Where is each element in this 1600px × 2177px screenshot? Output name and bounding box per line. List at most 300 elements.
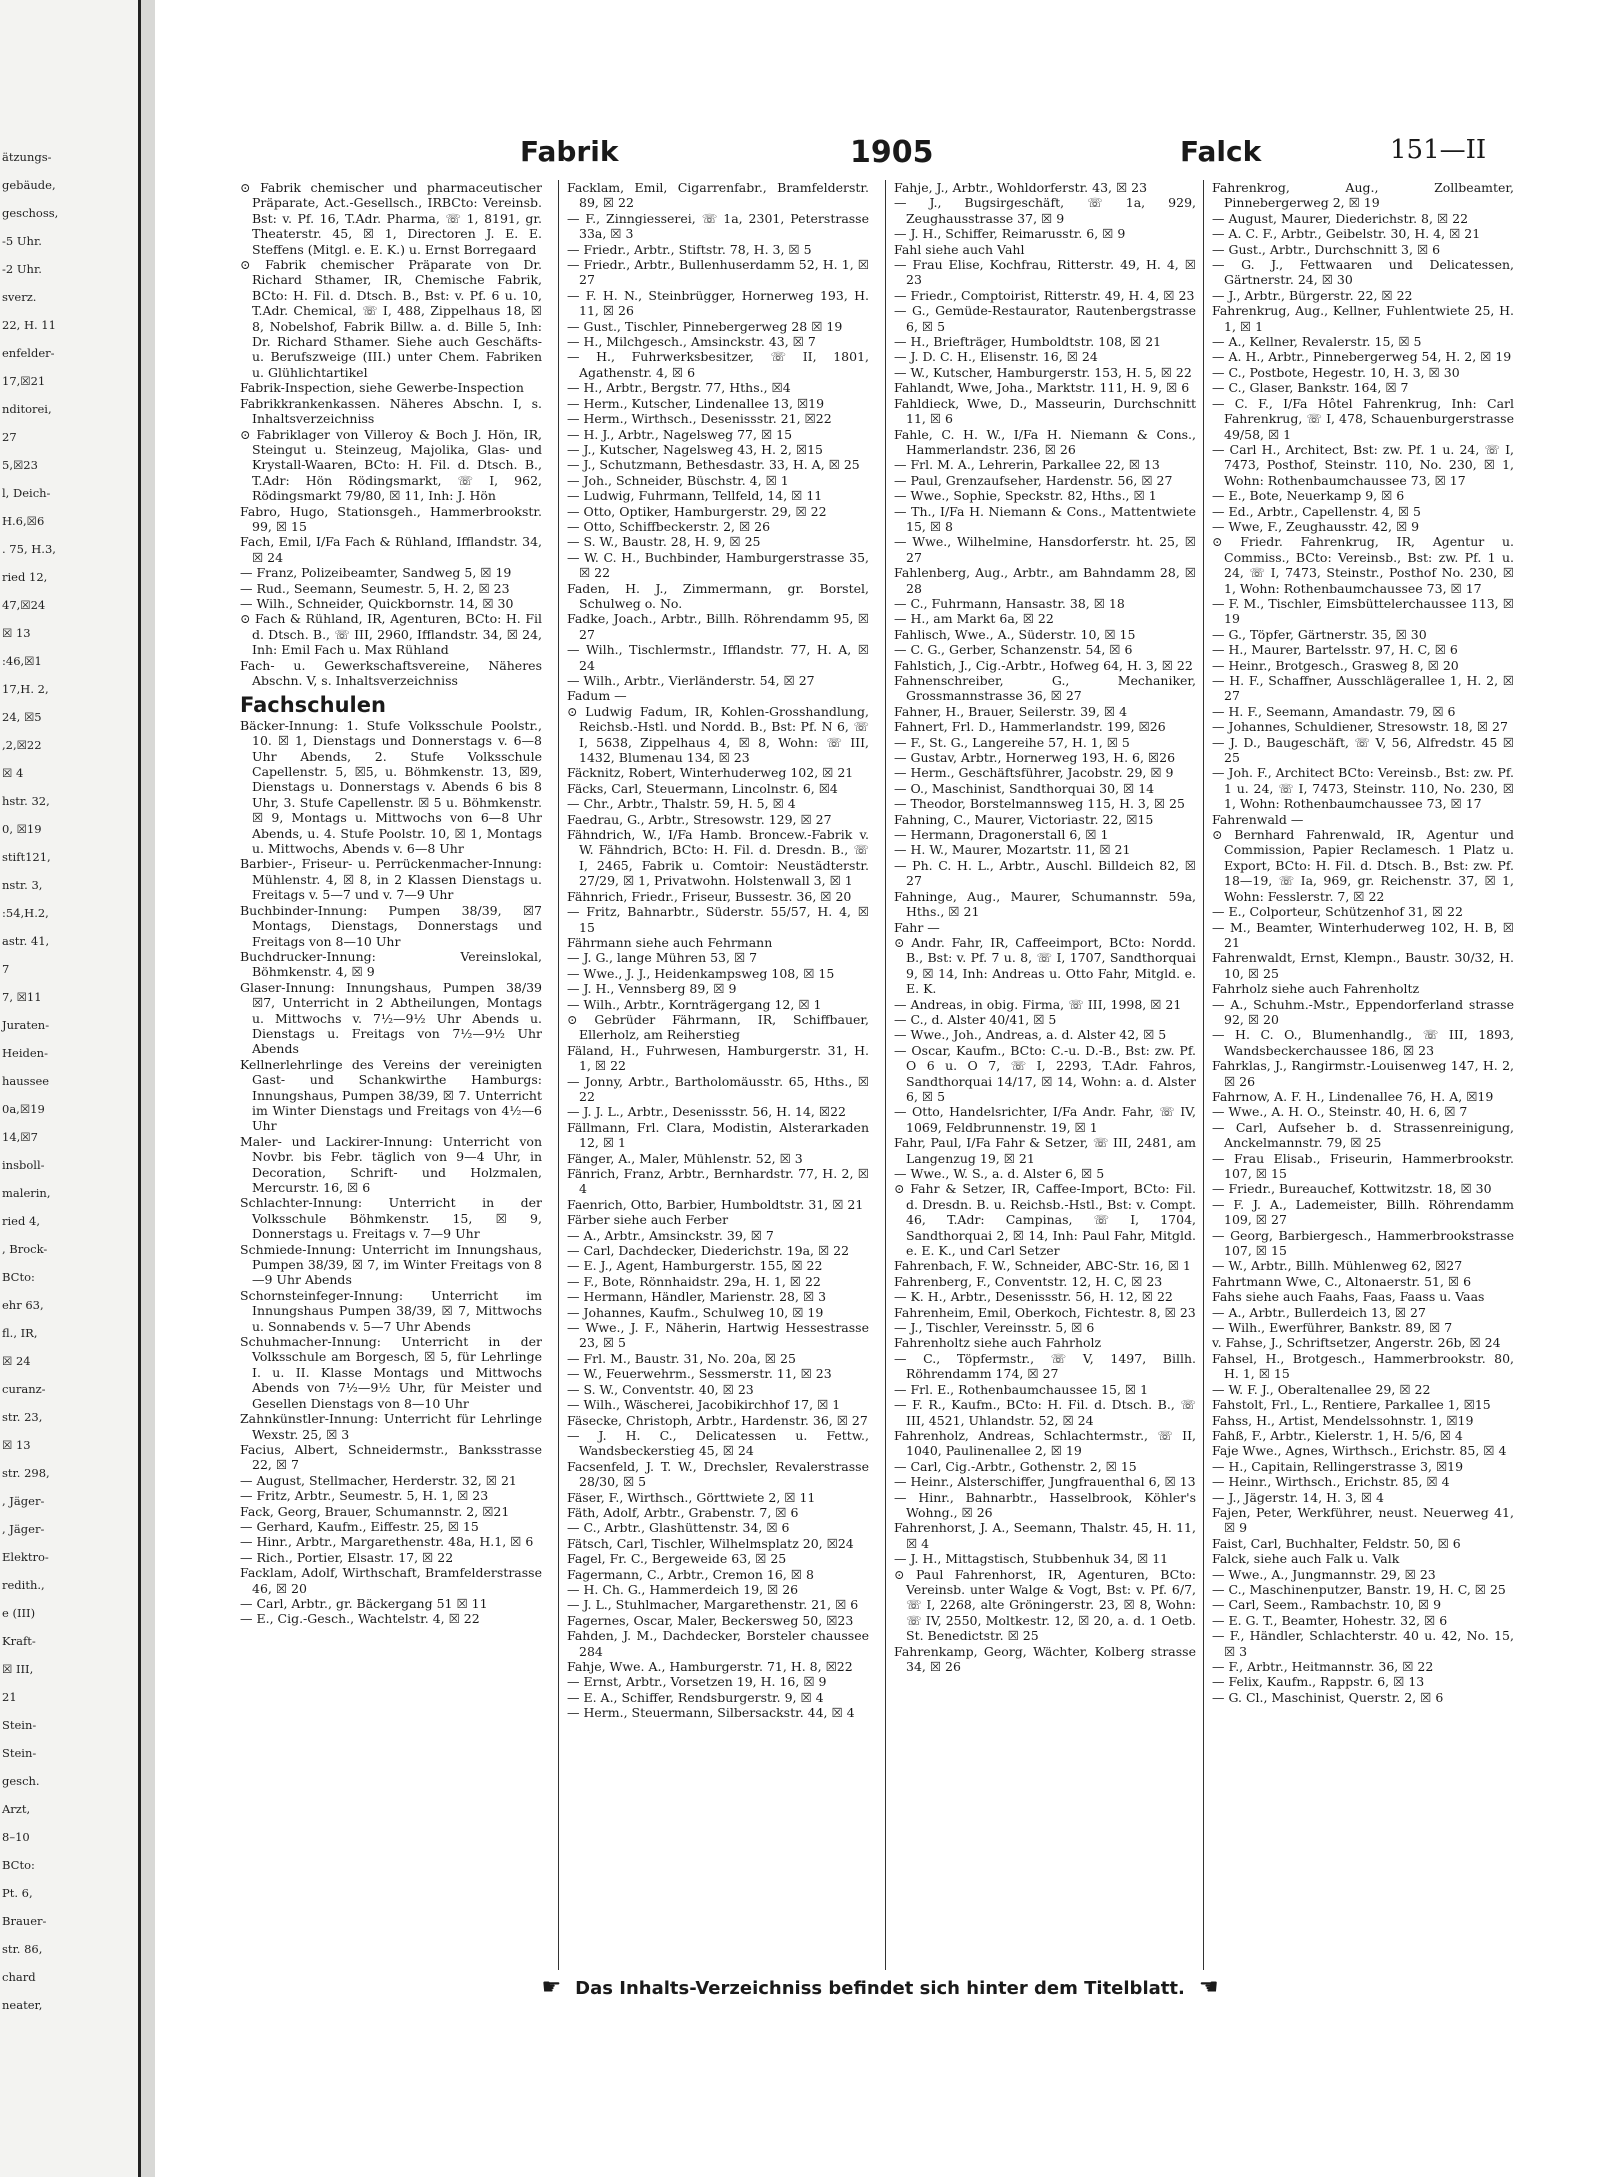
- directory-entry: Fahrholz siehe auch Fahrenholtz: [1212, 981, 1420, 997]
- section-heading: Fachschulen: [240, 693, 386, 718]
- directory-entry: — Frl. M., Baustr. 31, No. 20a, ☒ 25: [567, 1350, 796, 1366]
- directory-entry: Fahnert, Frl. D., Hammerlandstr. 199, ☒26: [894, 719, 1166, 735]
- directory-entry: — Herm., Wirthsch., Desenissstr. 21, ☒22: [567, 411, 832, 427]
- previous-page-fragment: 0, ☒19: [2, 822, 42, 836]
- directory-entry: Fähnrich, Friedr., Friseur, Bussestr. 36, ☒ 20: [567, 888, 852, 904]
- previous-page-fragment: neater,: [2, 1998, 43, 2012]
- book-gutter: [141, 0, 155, 2177]
- directory-entry: Buchdrucker-Innung: Vereinslokal, Böhmkenstr. 4, ☒ 9: [240, 948, 542, 980]
- directory-entry: Fabro, Hugo, Stationsgeh., Hammerbrookstr. 99, ☒ 15: [240, 503, 542, 534]
- column-1: [240, 180, 542, 1970]
- previous-page-fragment: Brauer-: [2, 1914, 47, 1928]
- directory-entry: Fach, Emil, I/Fa Fach & Rühland, Ifflandstr. 34, ☒ 24: [240, 534, 542, 565]
- directory-entry: — Wilh., Tischlermstr., Ifflandstr. 77, H. A, ☒ 24: [567, 642, 869, 673]
- directory-entry: ⊙ Gebrüder Fährmann, IR, Schiffbauer, Ellerholz, am Reiherstieg: [567, 1011, 869, 1043]
- directory-entry: — Wwe., J. F., Näherin, Hartwig Hessestrasse 23, ☒ 5: [567, 1320, 869, 1351]
- previous-page-fragment: nstr. 3,: [2, 878, 43, 892]
- previous-page-fragment: enfelder-: [2, 346, 55, 360]
- directory-entry: Fabrik-Inspection, siehe Gewerbe-Inspection: [240, 380, 524, 396]
- directory-entry: Schuhmacher-Innung: Unterricht in der Volksschule am Borgesch, ☒ 5, für Lehrlinge I. u. II. Klasse Montags und Mittwochs Abends von 7½—9½ Uhr, für Meister und Gesellen Dienstags von 8—10 Uhr: [240, 1334, 542, 1411]
- previous-page-fragment: , Brock-: [2, 1242, 48, 1256]
- directory-entry: — Carl, Dachdecker, Diederichstr. 19a, ☒ 22: [567, 1243, 850, 1259]
- directory-entry: Fahr, Paul, I/Fa Fahr & Setzer, ☏ III, 2481, am Langenzug 19, ☒ 21: [894, 1135, 1196, 1166]
- previous-page-fragment: ☒ 24: [2, 1354, 31, 1368]
- previous-page-fragment: insboll-: [2, 1158, 45, 1172]
- footer-note: [240, 1975, 1520, 2000]
- pointing-hand-icon: ☛: [541, 1975, 562, 2000]
- previous-page-fragment: hstr. 32,: [2, 794, 50, 808]
- directory-entry: — Friedr., Comptoirist, Ritterstr. 49, H. 4, ☒ 23: [894, 287, 1195, 303]
- directory-entry: — Otto, Handelsrichter, I/Fa Andr. Fahr, ☏ IV, 1069, Feldbrunnenstr. 19, ☒ 1: [894, 1104, 1196, 1135]
- previous-page-fragment: Stein-: [2, 1718, 37, 1732]
- directory-entry: — A., Arbtr., Bullerdeich 13, ☒ 27: [1212, 1304, 1426, 1320]
- directory-entry: Fahrenhorst, J. A., Seemann, Thalstr. 45, H. 11, ☒ 4: [894, 1520, 1196, 1551]
- directory-entry: — Johannes, Schuldiener, Stresowstr. 18, ☒ 27: [1212, 719, 1508, 735]
- directory-entry: — J., Bugsirgeschäft, ☏ 1a, 929, Zeughausstrasse 37, ☒ 9: [894, 195, 1196, 226]
- directory-entry: — J., Schutzmann, Bethesdastr. 33, H. A, ☒ 25: [567, 457, 860, 473]
- directory-entry: — Otto, Schiffbeckerstr. 2, ☒ 26: [567, 518, 771, 534]
- directory-entry: ⊙ Fahr & Setzer, IR, Caffee-Import, BCto: Fil. d. Dresdn. B. u. Reichsb.-Hstl., Bst: v. Compt. 46, T.Adr: Campinas, ☏ I, 1704, Sandthorquai 2, ☒ 14, Inh: Paul Fahr, Mitgld. e. E. K., und Carl Setzer: [894, 1181, 1196, 1259]
- directory-entry: — Franz, Polizeibeamter, Sandweg 5, ☒ 19: [240, 565, 512, 581]
- previous-page-fragment: , Jäger-: [2, 1522, 45, 1536]
- previous-page-fragment: 0a,☒19: [2, 1102, 45, 1116]
- directory-entry: Fahrklas, J., Rangirmstr.-Louisenweg 147, H. 2, ☒ 26: [1212, 1058, 1514, 1089]
- directory-entry: Fahrenholtz siehe auch Fahrholz: [894, 1335, 1102, 1351]
- directory-entry: Fahr —: [894, 919, 940, 935]
- previous-page-fragment: BCto:: [2, 1858, 35, 1872]
- previous-page-fragment: Stein-: [2, 1746, 37, 1760]
- directory-entry: — F., Händler, Schlachterstr. 40 u. 42, No. 15, ☒ 3: [1212, 1628, 1514, 1659]
- footer-text: Das Inhalts-Verzeichniss befindet sich hinter dem Titelblatt.: [575, 1978, 1185, 1999]
- directory-entry: Fahlisch, Wwe., A., Süderstr. 10, ☒ 15: [894, 626, 1136, 642]
- directory-entry: — Wilh., Wäscherei, Jacobikirchhof 17, ☒ 1: [567, 1397, 841, 1413]
- directory-entry: Faje Wwe., Agnes, Wirthsch., Erichstr. 85, ☒ 4: [1212, 1443, 1507, 1459]
- directory-entry: Schornsteinfeger-Innung: Unterricht im Innungshaus Pumpen 38/39, ☒ 7, Mittwochs u. Sonnabends v. 5—7 Uhr Abends: [240, 1287, 542, 1334]
- previous-page-fragment: 24, ☒5: [2, 710, 42, 724]
- previous-page-fragment: ☒ III,: [2, 1662, 34, 1676]
- directory-entry: — J., Kutscher, Nagelsweg 43, H. 2, ☒15: [567, 441, 823, 457]
- directory-page: [240, 115, 1520, 2005]
- page-header: [240, 115, 1520, 175]
- directory-entry: — A., Arbtr., Amsinckstr. 39, ☒ 7: [567, 1227, 774, 1243]
- directory-entry: — Wwe., W. S., a. d. Alster 6, ☒ 5: [894, 1166, 1105, 1181]
- directory-entry: — Wilh., Arbtr., Vierländerstr. 54, ☒ 27: [567, 673, 815, 688]
- directory-entry: — C., Arbtr., Glashüttenstr. 34, ☒ 6: [567, 1520, 790, 1536]
- pointing-hand-icon: ☚: [1198, 1975, 1219, 2000]
- directory-entry: — A., Kellner, Revalerstr. 15, ☒ 5: [1212, 334, 1422, 350]
- directory-entry: ⊙ Paul Fahrenhorst, IR, Agenturen, BCto: Vereinsb. unter Walge & Vogt, Bst: v. Pf. 6/7, ☏ I, 2268, alte Gröningerstr. 23, ☒ 8, Wohn: ☏ IV, 2550, Moltkestr. 12, ☒ 20, a. d. 1 Oetb. St. Benedictstr. ☒ 25: [894, 1566, 1196, 1644]
- directory-entry: Faenrich, Otto, Barbier, Humboldtstr. 31, ☒ 21: [567, 1196, 864, 1212]
- directory-entry: Fäcknitz, Robert, Winterhuderweg 102, ☒ 21: [567, 765, 854, 781]
- directory-entry: — C. F., I/Fa Hôtel Fahrenkrug, Inh: Carl Fahrenkrug, ☏ I, 478, Schauenburgerstrasse 49/58, ☒ 1: [1212, 395, 1514, 442]
- previous-page-fragment: 8–10: [2, 1830, 30, 1844]
- directory-entry: Fahsel, H., Brotgesch., Hammerbrookstr. 80, H. 1, ☒ 15: [1212, 1350, 1514, 1382]
- directory-entry: Fänger, A., Maler, Mühlenstr. 52, ☒ 3: [567, 1150, 803, 1166]
- directory-entry: Fahrenholz, Andreas, Schlachtermstr., ☏ II, 1040, Paulinenallee 2, ☒ 19: [894, 1427, 1196, 1459]
- directory-entry: Faist, Carl, Buchhalter, Feldstr. 50, ☒ 6: [1212, 1535, 1461, 1551]
- directory-entry: — H., Briefträger, Humboldtstr. 108, ☒ 21: [894, 334, 1162, 350]
- directory-entry: — H. W., Maurer, Mozartstr. 11, ☒ 21: [894, 842, 1131, 858]
- directory-entry: — Chr., Arbtr., Thalstr. 59, H. 5, ☒ 4: [567, 796, 796, 812]
- previous-page-fragment: -5 Uhr.: [2, 234, 42, 248]
- directory-entry: Facklam, Emil, Cigarrenfabr., Bramfelderstr. 89, ☒ 22: [567, 180, 869, 211]
- previous-page-fragment: 17,☒21: [2, 374, 46, 388]
- previous-page-fragment: 22, H. 11: [2, 318, 56, 332]
- directory-entry: Fahrtmann Wwe, C., Altonaerstr. 51, ☒ 6: [1212, 1273, 1472, 1289]
- directory-entry: — S. W., Baustr. 28, H. 9, ☒ 25: [567, 534, 761, 550]
- directory-entry: Fagernes, Oscar, Maler, Beckersweg 50, ☒23: [567, 1612, 854, 1628]
- directory-entry: — Paul, Grenzaufseher, Hardenstr. 56, ☒ 27: [894, 472, 1173, 488]
- directory-entry: — H., am Markt 6a, ☒ 22: [894, 611, 1054, 627]
- column-divider: [558, 180, 559, 1970]
- directory-entry: Buchbinder-Innung: Pumpen 38/39, ☒7 Montags, Dienstags, Donnerstags und Freitags von 8—10 Uhr: [240, 902, 542, 949]
- directory-entry: — J., Jägerstr. 14, H. 3, ☒ 4: [1212, 1489, 1384, 1505]
- directory-entry: — E. J., Agent, Hamburgerstr. 155, ☒ 22: [567, 1258, 823, 1274]
- directory-entry: — Frl. M. A., Lehrerin, Parkallee 22, ☒ 13: [894, 457, 1160, 473]
- directory-entry: — Wwe., J. J., Heidenkampsweg 108, ☒ 15: [567, 965, 835, 981]
- directory-entry: — Carl, Aufseher b. d. Strassenreinigung, Anckelmannstr. 79, ☒ 25: [1212, 1119, 1514, 1151]
- directory-entry: — H., Milchgesch., Amsinckstr. 43, ☒ 7: [567, 334, 816, 350]
- directory-entry: — G., Töpfer, Gärtnerstr. 35, ☒ 30: [1212, 626, 1427, 642]
- directory-entry: — W., Kutscher, Hamburgerstr. 153, H. 5, ☒ 22: [894, 364, 1192, 380]
- directory-entry: Fäth, Adolf, Arbtr., Grabenstr. 7, ☒ 6: [567, 1504, 799, 1520]
- previous-page-fragment: astr. 41,: [2, 934, 50, 948]
- directory-entry: Fahrenkamp, Georg, Wächter, Kolberg strasse 34, ☒ 26: [894, 1643, 1196, 1674]
- directory-entry: Faedrau, G., Arbtr., Stresowstr. 129, ☒ 27: [567, 811, 832, 827]
- previous-page-fragment: Arzt,: [2, 1802, 31, 1816]
- directory-entry: — F., Bote, Rönnhaidstr. 29a, H. 1, ☒ 22: [567, 1273, 821, 1289]
- directory-entry: — H., Capitain, Rellingerstrasse 3, ☒19: [1212, 1458, 1464, 1474]
- directory-entry: Fahrenwald —: [1212, 811, 1304, 827]
- directory-entry: — Frau Elise, Kochfrau, Ritterstr. 49, H. 4, ☒ 23: [894, 257, 1196, 288]
- directory-entry: — Felix, Kaufm., Rappstr. 6, ☒ 13: [1212, 1674, 1425, 1690]
- previous-page-fragment: -2 Uhr.: [2, 262, 42, 276]
- previous-page-fragment: chard: [2, 1970, 36, 1984]
- previous-page-fragment: Pt. 6,: [2, 1886, 33, 1900]
- directory-entry: — J. L., Stuhlmacher, Margarethenstr. 21, ☒ 6: [567, 1597, 859, 1613]
- directory-entry: — H. F., Seemann, Amandastr. 79, ☒ 6: [1212, 703, 1456, 719]
- header-right-word: Falck: [1180, 135, 1262, 168]
- directory-entry: — Wwe., Joh., Andreas, a. d. Alster 42, ☒ 5: [894, 1027, 1167, 1043]
- directory-entry: Bäcker-Innung: 1. Stufe Volksschule Poolstr., 10. ☒ 1, Dienstags und Donnerstags v. 6—8 Uhr Abends, 2. Stufe Volksschule Capellenstr. 5, ☒5, u. Böhmkenstr. 13, ☒9, Dienstags u. Donnerstags v. Abends 6 bis 8 Uhr, 3. Stufe Capellenstr. ☒ 5 u. Böhmkenstr. ☒ 9, Montags u. Mittwochs von 6—8 Uhr Abends, u. 4. Stufe Poolstr. 10, ☒ 1, Montags u. Mittwochs, Abends v. 6—8 Uhr: [240, 717, 542, 857]
- directory-entry: Fach- u. Gewerkschaftsvereine, Näheres Abschn. V, s. Inhaltsverzeichniss: [240, 657, 542, 688]
- directory-entry: — W. F. J., Oberaltenallee 29, ☒ 22: [1212, 1381, 1431, 1397]
- directory-entry: Fahl siehe auch Vahl: [894, 241, 1025, 257]
- directory-entry: — Herm., Steuermann, Silbersackstr. 44, ☒ 4: [567, 1705, 855, 1721]
- directory-entry: Fäsecke, Christoph, Arbtr., Hardenstr. 36, ☒ 27: [567, 1412, 868, 1428]
- directory-entry: — Georg, Barbiergesch., Hammerbrookstrasse 107, ☒ 15: [1212, 1227, 1514, 1259]
- directory-entry: — Th., I/Fa H. Niemann & Cons., Mattentwiete 15, ☒ 8: [894, 503, 1196, 534]
- directory-entry: Schmiede-Innung: Unterricht im Innungshaus, Pumpen 38/39, ☒ 7, im Winter Freitags von 8—9 Uhr Abends: [240, 1241, 542, 1288]
- directory-entry: Fahje, J., Arbtr., Wohldorferstr. 43, ☒ 23: [894, 180, 1148, 195]
- previous-page-fragment: fl., IR,: [2, 1326, 38, 1340]
- header-left-word: Fabrik: [520, 135, 619, 168]
- directory-entry: Fahning, C., Maurer, Victoriastr. 22, ☒15: [894, 811, 1154, 827]
- directory-entry: — H. J., Arbtr., Nagelsweg 77, ☒ 15: [567, 426, 793, 442]
- directory-entry: — M., Beamter, Winterhuderweg 102, H. B, ☒ 21: [1212, 919, 1514, 950]
- directory-entry: ⊙ Fabrik chemischer und pharmaceutischer Präparate, Act.-Gesellsch., IRBCto: Vereinsb. Bst: v. Pf. 16, T.Adr. Pharma, ☏ 1, 8191, gr. Theaterstr. 45, ☒ 1, Directoren J. E. E. Steffens (Mitgl. e. E. K.) u. Ernst Borregaard: [240, 180, 542, 257]
- previous-page-fragment: malerin,: [2, 1186, 51, 1200]
- directory-entry: — Friedr., Bureauchef, Kottwitzstr. 18, ☒ 30: [1212, 1181, 1492, 1197]
- directory-entry: — Fritz, Arbtr., Seumestr. 5, H. 1, ☒ 23: [240, 1488, 489, 1504]
- directory-entry: Fahrenkrug, Aug., Kellner, Fuhlentwiete 25, H. 1, ☒ 1: [1212, 303, 1514, 334]
- directory-entry: Fahrenberg, F., Conventstr. 12, H. C, ☒ 23: [894, 1273, 1163, 1289]
- directory-entry: ⊙ Ludwig Fadum, IR, Kohlen-Grosshandlung, Reichsb.-Hstl. und Nordd. B., Bst: Pf. N 6, ☏ I, 5638, Zippelhaus 4, ☒ 8, Wohn: ☏ III, 1432, Blumenau 134, ☒ 23: [567, 703, 869, 766]
- directory-entry: ⊙ Bernhard Fahrenwald, IR, Agentur und Commission, Papier Reclamesch. 1 Platz u. Export, BCto: H. Fil. d. Dtsch. B., Bst: zw. Pf. 18—19, ☏ Ia, 969, gr. Reichenstr. 37, ☒ 1, Wohn: Fesslerstr. 7, ☒ 22: [1212, 827, 1514, 904]
- directory-entry: — W., Arbtr., Billh. Mühlenweg 62, ☒27: [1212, 1258, 1463, 1274]
- directory-entry: Fahrenheim, Emil, Oberkoch, Fichtestr. 8, ☒ 23: [894, 1304, 1196, 1320]
- directory-entry: — August, Maurer, Diederichstr. 8, ☒ 22: [1212, 210, 1469, 226]
- directory-entry: Fäser, F., Wirthsch., Görttwiete 2, ☒ 11: [567, 1489, 816, 1505]
- directory-entry: — Friedr., Arbtr., Stiftstr. 78, H. 3, ☒ 5: [567, 241, 812, 257]
- directory-entry: Fäcks, Carl, Steuermann, Lincolnstr. 6, ☒4: [567, 780, 838, 796]
- directory-entry: — Wwe., Sophie, Speckstr. 82, Hths., ☒ 1: [894, 488, 1157, 504]
- directory-entry: Fätsch, Carl, Tischler, Wilhelmsplatz 20, ☒24: [567, 1535, 854, 1551]
- directory-entry: — A., Schuhm.-Mstr., Eppendorferland strasse 92, ☒ 20: [1212, 996, 1514, 1027]
- directory-entry: — A. C. F., Arbtr., Geibelstr. 30, H. 4, ☒ 21: [1212, 226, 1481, 242]
- directory-entry: — Heinr., Wirthsch., Erichstr. 85, ☒ 4: [1212, 1474, 1450, 1490]
- directory-entry: — C., Töpfermstr., ☏ V, 1497, Billh. Röhrendamm 174, ☒ 27: [894, 1350, 1196, 1382]
- previous-page-fragment: . 75, H.3,: [2, 542, 56, 556]
- directory-entry: — Theodor, Borstelmannsweg 115, H. 3, ☒ 25: [894, 796, 1185, 812]
- directory-entry: — C., Fuhrmann, Hansastr. 38, ☒ 18: [894, 595, 1125, 611]
- previous-page-fragment: 21: [2, 1690, 17, 1704]
- directory-entry: — F., St. G., Langereihe 57, H. 1, ☒ 5: [894, 734, 1130, 750]
- directory-entry: ⊙ Fabriklager von Villeroy & Boch J. Hön, IR, Steingut u. Steinzeug, Majolika, Glas- und Krystall-Waaren, BCto: H. Fil. d. Dtsch. B., T.Adr: Hön Rödingsmarkt, ☏ I, 962, Rödingsmarkt 79/80, ☒ 11, Inh: J. Hön: [240, 426, 542, 504]
- directory-entry: v. Fahse, J., Schriftsetzer, Angerstr. 26b, ☒ 24: [1212, 1335, 1501, 1351]
- directory-entry: Barbier-, Friseur- u. Perrückenmacher-Innung: Mühlenstr. 4, ☒ 8, in 2 Klassen Dienstags u. Freitags v. 5—7 und v. 7—9 Uhr: [240, 856, 542, 903]
- directory-entry: Fahlstich, J., Cig.-Arbtr., Hofweg 64, H. 3, ☒ 22: [894, 657, 1193, 673]
- previous-page-fragment: ried 4,: [2, 1214, 40, 1228]
- directory-entry: — Gustav, Arbtr., Hornerweg 193, H. 6, ☒26: [894, 750, 1176, 766]
- previous-page-fragment: sverz.: [2, 290, 37, 304]
- directory-entry: — Wwe., A. H. O., Steinstr. 40, H. 6, ☒ 7: [1212, 1104, 1468, 1120]
- directory-entry: Fahß, F., Arbtr., Kielerstr. 1, H. 5/6, ☒ 4: [1212, 1427, 1463, 1443]
- directory-entry: Fahldieck, Wwe, D., Masseurin, Durchschnitt 11, ☒ 6: [894, 395, 1196, 427]
- directory-entry: — G. Cl., Maschinist, Querstr. 2, ☒ 6: [1212, 1689, 1444, 1705]
- directory-entry: Facsenfeld, J. T. W., Drechsler, Revalerstrasse 28/30, ☒ 5: [567, 1458, 869, 1490]
- previous-page-fragment: Juraten-: [2, 1018, 50, 1032]
- directory-entry: Fährmann siehe auch Fehrmann: [567, 934, 773, 950]
- directory-entry: Fadke, Joach., Arbtr., Billh. Röhrendamm 95, ☒ 27: [567, 611, 869, 642]
- directory-entry: — O., Maschinist, Sandthorquai 30, ☒ 14: [894, 780, 1155, 796]
- directory-entry: Fadum —: [567, 688, 627, 704]
- directory-entry: — H., Arbtr., Bergstr. 77, Hths., ☒4: [567, 380, 791, 396]
- directory-entry: — Carl, Arbtr., gr. Bäckergang 51 ☒ 11: [240, 1595, 488, 1611]
- directory-entry: — Jonny, Arbtr., Bartholomäusstr. 65, Hths., ☒ 22: [567, 1073, 869, 1104]
- directory-entry: — J. J. L., Arbtr., Desenissstr. 56, H. 14, ☒22: [567, 1104, 846, 1120]
- directory-entry: — E., Colporteur, Schützenhof 31, ☒ 22: [1212, 904, 1463, 920]
- column-4: [1212, 180, 1514, 1970]
- directory-entry: — J. H., Vennsberg 89, ☒ 9: [567, 981, 737, 997]
- previous-page-fragment: gebäude,: [2, 178, 56, 192]
- directory-entry: Fahle, C. H. W., I/Fa H. Niemann & Cons., Hammerlandstr. 236, ☒ 26: [894, 426, 1196, 457]
- previous-page-fragment: 7, ☒11: [2, 990, 42, 1004]
- directory-entry: — Wwe., Wilhelmine, Hansdorferstr. ht. 25, ☒ 27: [894, 534, 1196, 565]
- previous-page-fragment: 7: [2, 962, 10, 976]
- directory-entry: Färber siehe auch Ferber: [567, 1212, 729, 1228]
- directory-entry: — E., Cig.-Gesch., Wachtelstr. 4, ☒ 22: [240, 1611, 480, 1627]
- directory-entry: Fäland, H., Fuhrwesen, Hamburgerstr. 31, H. 1, ☒ 22: [567, 1042, 869, 1074]
- directory-entry: — C. G., Gerber, Schanzenstr. 54, ☒ 6: [894, 642, 1133, 658]
- directory-entry: Fahnenschreiber, G., Mechaniker, Grossmannstrasse 36, ☒ 27: [894, 673, 1196, 704]
- previous-page-fragment: ☒ 13: [2, 1438, 31, 1452]
- directory-entry: — W., Feuerwehrm., Sessmerstr. 11, ☒ 23: [567, 1366, 832, 1382]
- previous-page-fragment: ☒ 13: [2, 626, 31, 640]
- directory-entry: — Heinr., Alsterschiffer, Jungfrauenthal 6, ☒ 13: [894, 1474, 1196, 1490]
- directory-entry: — E., Bote, Neuerkamp 9, ☒ 6: [1212, 488, 1405, 504]
- directory-entry: Kellnerlehrlinge des Vereins der vereinigten Gast- und Schankwirthe Hamburgs: Innungshaus, Pumpen 38/39, ☒ 7. Unterricht im Winter Dienstags und Freitags von 4½—6 Uhr: [240, 1056, 542, 1134]
- directory-entry: Fagel, Fr. C., Bergeweide 63, ☒ 25: [567, 1551, 787, 1567]
- directory-entry: — J. H., Schiffer, Reimarusstr. 6, ☒ 9: [894, 226, 1126, 242]
- directory-entry: — Andreas, in obig. Firma, ☏ III, 1998, ☒ 21: [894, 996, 1182, 1012]
- directory-entry: — Rich., Portier, Elsastr. 17, ☒ 22: [240, 1549, 454, 1565]
- directory-entry: — H. C. O., Blumenhandlg., ☏ III, 1893, Wandsbeckerchaussee 186, ☒ 23: [1212, 1027, 1514, 1058]
- directory-entry: — Carl, Seem., Rambachstr. 10, ☒ 9: [1212, 1597, 1442, 1613]
- previous-page-fragment: nditorei,: [2, 402, 52, 416]
- directory-entry: Fahrenwaldt, Ernst, Klempn., Baustr. 30/32, H. 10, ☒ 25: [1212, 950, 1514, 981]
- previous-page-fragment: :46,☒1: [2, 654, 42, 668]
- directory-entry: — H., Fuhrwerksbesitzer, ☏ II, 1801, Agathenstr. 4, ☒ 6: [567, 349, 869, 380]
- previous-page-fragment: Kraft-: [2, 1634, 36, 1648]
- previous-page-fragment: 14,☒7: [2, 1130, 38, 1144]
- previous-page-fragment: BCto:: [2, 1270, 35, 1284]
- directory-entry: — Friedr., Arbtr., Bullenhuserdamm 52, H. 1, ☒ 27: [567, 257, 869, 288]
- previous-page-fragment: str. 298,: [2, 1466, 50, 1480]
- directory-entry: — Oscar, Kaufm., BCto: C.-u. D.-B., Bst: zw. Pf. O 6 u. O 7, ☏ I, 2293, T.Adr. Fahros, Sandthorquai 14/17, ☒ 14, Wohn: a. d. Alster 6, ☒ 5: [894, 1042, 1196, 1104]
- directory-entry: Facklam, Adolf, Wirthschaft, Bramfelderstrasse 46, ☒ 20: [240, 1565, 542, 1596]
- directory-entry: Fabrikkrankenkassen. Näheres Abschn. I, s. Inhaltsverzeichniss: [240, 395, 542, 427]
- directory-entry: — Joh. F., Architect BCto: Vereinsb., Bst: zw. Pf. 1 u. 24, ☏ I, 7473, Steinstr. 110, No. 230, ☒ 1, Wohn: Rothenbaumchaussee 73, ☒ 17: [1212, 765, 1514, 812]
- directory-entry: — F. M., Tischler, Eimsbüttelerchaussee 113, ☒ 19: [1212, 595, 1514, 627]
- column-2: [567, 180, 869, 1970]
- directory-entry: — Ludwig, Fuhrmann, Tellfeld, 14, ☒ 11: [567, 488, 823, 504]
- directory-entry: Fällmann, Frl. Clara, Modistin, Alsterarkaden 12, ☒ 1: [567, 1119, 869, 1151]
- directory-entry: — F., Arbtr., Heitmannstr. 36, ☒ 22: [1212, 1659, 1434, 1674]
- directory-entry: ⊙ Andr. Fahr, IR, Caffeeimport, BCto: Nordd. B., Bst: v. Pf. 7 u. 8, ☏ I, 1707, Sandthorquai 9, ☒ 14, Inh: Andreas u. Otto Fahr, Mitgld. e. E. K.: [894, 934, 1196, 997]
- column-divider: [885, 180, 886, 1970]
- directory-entry: ⊙ Fach & Rühland, IR, Agenturen, BCto: H. Fil d. Dtsch. B., ☏ III, 2960, Ifflandstr. 34, ☒ 24, Inh: Emil Fach u. Max Rühland: [240, 611, 542, 658]
- previous-page-fragment: ☒ 4: [2, 766, 24, 780]
- page-number: 151—II: [1390, 135, 1487, 165]
- previous-page-fragment: 27: [2, 430, 17, 444]
- previous-page-fragment: stift121,: [2, 850, 51, 864]
- directory-entry: Zahnkünstler-Innung: Unterricht für Lehrlinge Wexstr. 25, ☒ 3: [240, 1411, 542, 1442]
- directory-entry: Fahs siehe auch Faahs, Faas, Faass u. Vaas: [1212, 1289, 1485, 1305]
- directory-entry: Maler- und Lackirer-Innung: Unterricht von Novbr. bis Febr. täglich von 9—4 Uhr, in Decoration, Schrift- und Holzmalen, Mercurstr. 16, ☒ 6: [240, 1133, 542, 1195]
- directory-entry: Fahstolt, Frl., L., Rentiere, Parkallee 1, ☒15: [1212, 1397, 1491, 1413]
- directory-entry: Fajen, Peter, Werkführer, neust. Neuerweg 41, ☒ 9: [1212, 1504, 1514, 1536]
- previous-page-fragment: curanz-: [2, 1382, 46, 1396]
- directory-entry: — A. H., Arbtr., Pinnebergerweg 54, H. 2, ☒ 19: [1212, 349, 1512, 365]
- directory-entry: — Heinr., Brotgesch., Grasweg 8, ☒ 20: [1212, 657, 1459, 673]
- previous-page-fragment: redith.,: [2, 1578, 45, 1592]
- directory-entry: — Carl H., Architect, Bst: zw. Pf. 1 u. 24, ☏ I, 7473, Posthof, Steinstr. 110, No. 230, ☒ 1, Wohn: Rothenbaumchaussee 73, ☒ 17: [1212, 441, 1514, 488]
- directory-entry: — Hinr., Bahnarbtr., Hasselbrook, Köhler's Wohng., ☒ 26: [894, 1489, 1196, 1520]
- directory-entry: Fahner, H., Brauer, Seilerstr. 39, ☒ 4: [894, 703, 1128, 719]
- directory-entry: — C., Postbote, Hegestr. 10, H. 3, ☒ 30: [1212, 364, 1460, 380]
- previous-page-fragment: Heiden-: [2, 1046, 48, 1060]
- previous-page-fragment: 17,H. 2,: [2, 682, 49, 696]
- directory-entry: — F. H. N., Steinbrügger, Hornerweg 193, H. 11, ☒ 26: [567, 287, 869, 319]
- directory-entry: — Ph. C. H. L., Arbtr., Auschl. Billdeich 82, ☒ 27: [894, 857, 1196, 889]
- directory-entry: ⊙ Friedr. Fahrenkrug, IR, Agentur u. Commiss., BCto: Vereinsb., Bst: zw. Pf. 1 u. 24, ☏ I, 7473, Steinstr., Posthof No. 230, ☒ 1, Wohn: Rothenbaumchaussee 73, ☒ 17: [1212, 534, 1514, 596]
- previous-page-fragment: 47,☒24: [2, 598, 46, 612]
- previous-page-fragment: ätzungs-: [2, 150, 52, 164]
- directory-entry: Fack, Georg, Brauer, Schumannstr. 2, ☒21: [240, 1503, 510, 1519]
- directory-entry: Fahje, Wwe. A., Hamburgerstr. 71, H. 8, ☒22: [567, 1659, 853, 1674]
- directory-entry: Fahninge, Aug., Maurer, Schumannstr. 59a, Hths., ☒ 21: [894, 888, 1196, 920]
- directory-entry: Fahlenberg, Aug., Arbtr., am Bahndamm 28, ☒ 28: [894, 565, 1196, 596]
- previous-page-fragment: str. 86,: [2, 1942, 43, 1956]
- directory-entry: Glaser-Innung: Innungshaus, Pumpen 38/39 ☒7, Unterricht in 2 Abtheilungen, Montags u. Mittwochs v. 7½—9½ Uhr Abends u. Dienstags u. Freitags von 7½—9½ Uhr Abends: [240, 979, 542, 1057]
- directory-entry: Fahlandt, Wwe, Joha., Marktstr. 111, H. 9, ☒ 6: [894, 380, 1190, 396]
- previous-page-fragment: ehr 63,: [2, 1298, 44, 1312]
- directory-entry: — J. D., Baugeschäft, ☏ V, 56, Alfredstr. 45 ☒ 25: [1212, 734, 1514, 766]
- directory-entry: — Ernst, Arbtr., Vorsetzen 19, H. 16, ☒ 9: [567, 1674, 827, 1690]
- directory-entry: — J., Tischler, Vereinsstr. 5, ☒ 6: [894, 1320, 1095, 1336]
- directory-entry: — Frau Elisab., Friseurin, Hammerbrookstr. 107, ☒ 15: [1212, 1150, 1514, 1181]
- previous-page-fragment: H.6,☒6: [2, 514, 45, 528]
- directory-entry: — G., Gemüde-Restaurator, Rautenbergstrasse 6, ☒ 5: [894, 303, 1196, 334]
- directory-entry: — C., Glaser, Bankstr. 164, ☒ 7: [1212, 380, 1409, 396]
- directory-entry: — H. F., Schaffner, Ausschlägerallee 1, H. 2, ☒ 27: [1212, 673, 1514, 704]
- directory-entry: — Gust., Tischler, Pinnebergerweg 28 ☒ 19: [567, 318, 843, 334]
- directory-entry: — Wilh., Schneider, Quickbornstr. 14, ☒ 30: [240, 595, 514, 611]
- directory-entry: — Wwe., A., Jungmannstr. 29, ☒ 23: [1212, 1566, 1436, 1582]
- directory-entry: — Otto, Optiker, Hamburgerstr. 29, ☒ 22: [567, 503, 827, 519]
- directory-entry: — H. Ch. G., Hammerdeich 19, ☒ 26: [567, 1581, 799, 1597]
- directory-entry: — August, Stellmacher, Herderstr. 32, ☒ 21: [240, 1472, 517, 1488]
- directory-entry: — Rud., Seemann, Seumestr. 5, H. 2, ☒ 23: [240, 580, 510, 596]
- previous-page-fragment: Elektro-: [2, 1550, 49, 1564]
- directory-entry: — Joh., Schneider, Büschstr. 4, ☒ 1: [567, 472, 789, 488]
- directory-entry: — E. G. T., Beamter, Hohestr. 32, ☒ 6: [1212, 1612, 1448, 1628]
- directory-entry: — S. W., Conventstr. 40, ☒ 23: [567, 1381, 754, 1397]
- previous-page-fragment: l, Deich-: [2, 486, 51, 500]
- directory-entry: — Wilh., Arbtr., Kornträgergang 12, ☒ 1: [567, 996, 822, 1012]
- column-divider: [1203, 180, 1204, 1970]
- directory-entry: — F., Zinngiesserei, ☏ 1a, 2301, Peterstrasse 33a, ☒ 3: [567, 210, 869, 242]
- directory-entry: — Hinr., Arbtr., Margarethenstr. 48a, H.1, ☒ 6: [240, 1534, 534, 1550]
- previous-page-fragment: gesch.: [2, 1774, 40, 1788]
- directory-entry: Falck, siehe auch Falk u. Valk: [1212, 1551, 1400, 1567]
- directory-entry: — J. H., Mittagstisch, Stubbenhuk 34, ☒ 11: [894, 1551, 1169, 1567]
- previous-page-fragment: geschoss,: [2, 206, 59, 220]
- directory-entry: Fahss, H., Artist, Mendelssohnstr. 1, ☒19: [1212, 1412, 1474, 1428]
- directory-entry: — J. H. C., Delicatessen u. Fettw., Wandsbeckerstieg 45, ☒ 24: [567, 1427, 869, 1459]
- column-3: [894, 180, 1196, 1970]
- directory-entry: Fahrenkrog, Aug., Zollbeamter, Pinnebergerweg 2, ☒ 19: [1212, 180, 1514, 211]
- directory-entry: — Carl, Cig.-Arbtr., Gothenstr. 2, ☒ 15: [894, 1458, 1137, 1474]
- header-year: 1905: [850, 135, 934, 170]
- previous-page-strip: [0, 0, 141, 2177]
- directory-entry: Fahrenbach, F. W., Schneider, ABC-Str. 16, ☒ 1: [894, 1258, 1191, 1274]
- directory-entry: Fahden, J. M., Dachdecker, Borsteler chaussee 284: [567, 1628, 869, 1659]
- directory-entry: — F. R., Kaufm., BCto: H. Fil. d. Dtsch. B., ☏ III, 4521, Uhlandstr. 52, ☒ 24: [894, 1397, 1196, 1428]
- directory-entry: Schlachter-Innung: Unterricht in der Volksschule Böhmkenstr. 15, ☒ 9, Donnerstags u. Freitags v. 7—9 Uhr: [240, 1195, 542, 1242]
- directory-entry: — J., Arbtr., Bürgerstr. 22, ☒ 22: [1212, 287, 1413, 303]
- directory-entry: — H., Maurer, Bartelsstr. 97, H. C, ☒ 6: [1212, 642, 1458, 658]
- directory-entry: — Hermann, Händler, Marienstr. 28, ☒ 3: [567, 1289, 827, 1305]
- directory-entry: — Fritz, Bahnarbtr., Süderstr. 55/57, H. 4, ☒ 15: [567, 904, 869, 935]
- directory-entry: — G. J., Fettwaaren und Delicatessen, Gärtnerstr. 24, ☒ 30: [1212, 257, 1514, 288]
- directory-entry: — Wilh., Ewerführer, Bankstr. 89, ☒ 7: [1212, 1320, 1453, 1336]
- directory-entry: — Frl. E., Rothenbaumchaussee 15, ☒ 1: [894, 1381, 1149, 1397]
- directory-entry: — Wwe, F., Zeughausstr. 42, ☒ 9: [1212, 518, 1420, 534]
- directory-entry: — C., d. Alster 40/41, ☒ 5: [894, 1011, 1057, 1027]
- directory-entry: — F. J. A., Lademeister, Billh. Röhrendamm 109, ☒ 27: [1212, 1196, 1514, 1228]
